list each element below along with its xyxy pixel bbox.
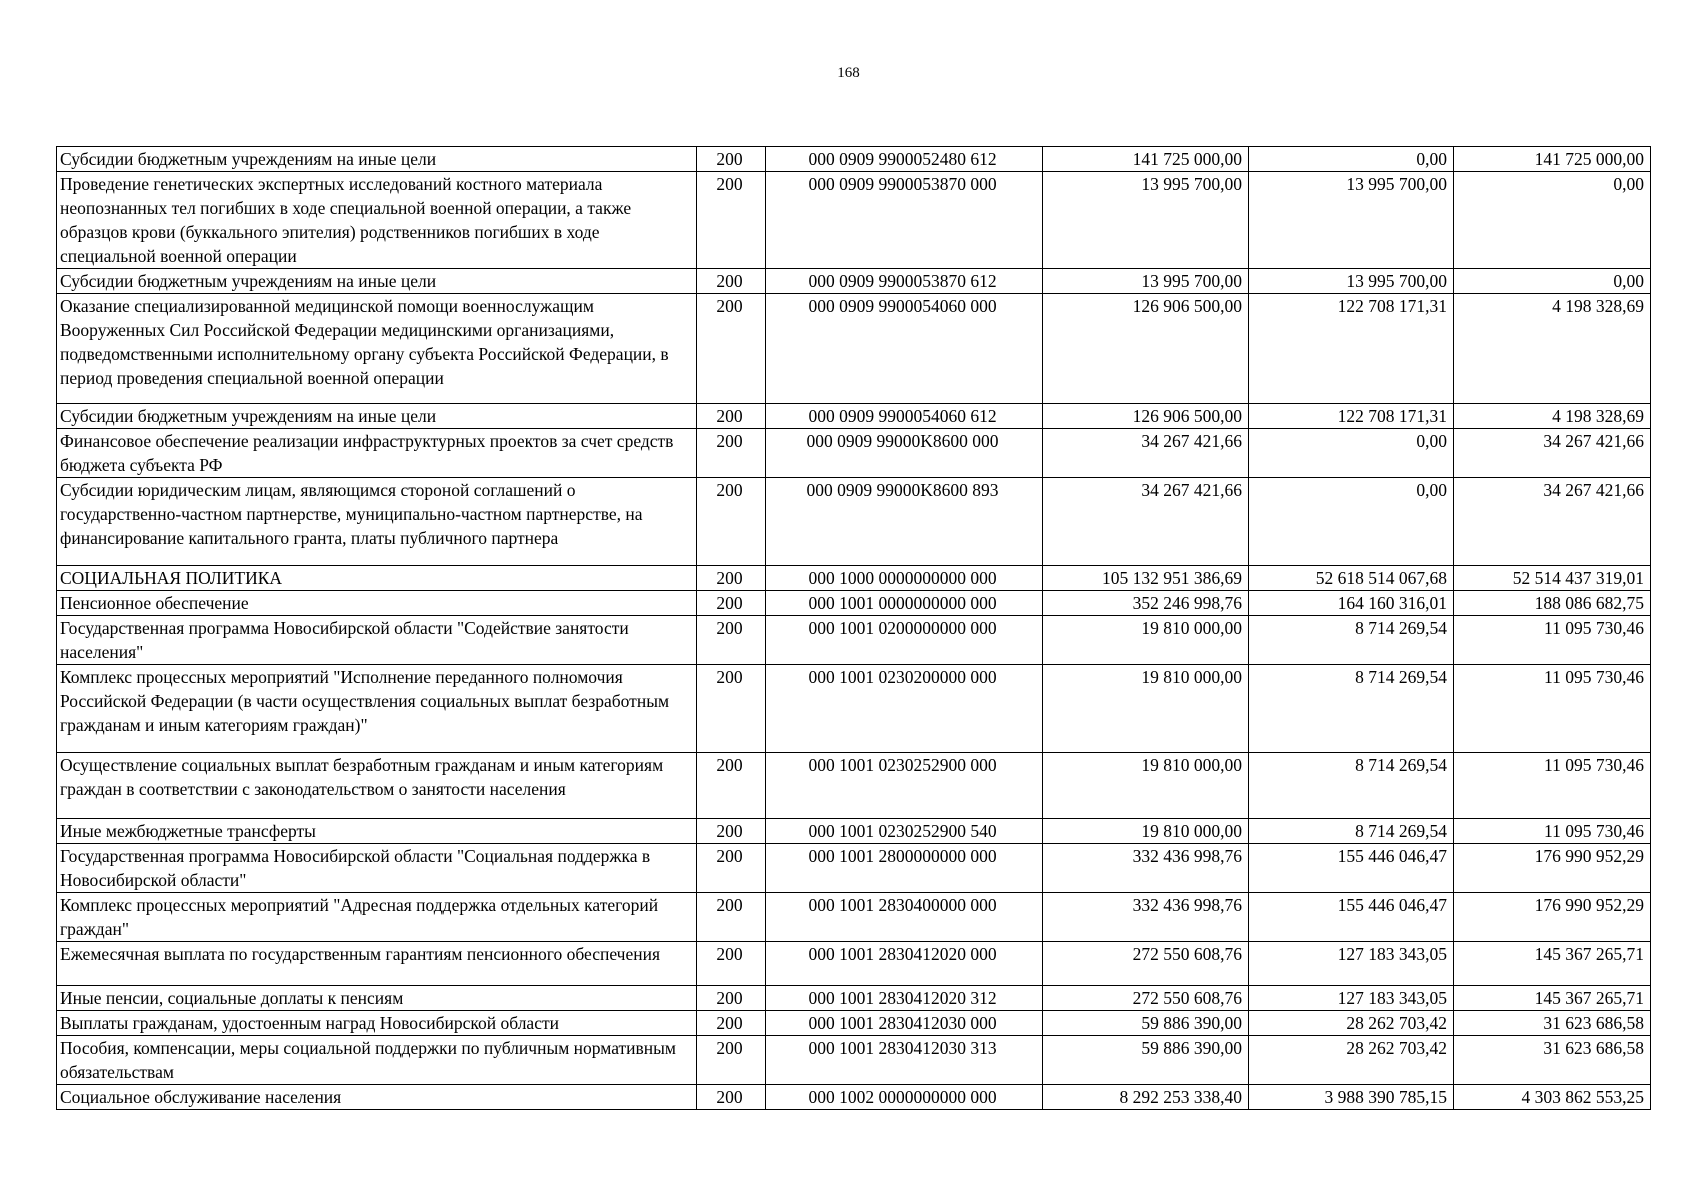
row-admin-code-cell: 200 (697, 1036, 766, 1085)
row-name-cell: Иные пенсии, социальные доплаты к пенсиям (57, 986, 697, 1011)
row-admin-code-cell: 200 (697, 172, 766, 269)
row-executed-amount-cell: 122 708 171,31 (1249, 404, 1454, 429)
row-unexecuted-amount-cell: 141 725 000,00 (1454, 147, 1651, 172)
table-row (57, 942, 1651, 986)
table-row (57, 294, 1651, 404)
row-admin-code-cell: 200 (697, 819, 766, 844)
table-row (57, 665, 1651, 753)
row-name-cell: Государственная программа Новосибирской области "Социальная поддержка в Новосибирской области" (57, 844, 697, 893)
row-admin-code-cell: 200 (697, 1085, 766, 1110)
table-body (57, 147, 1651, 1110)
row-name-cell: Государственная программа Новосибирской области "Содействие занятости населения" (57, 616, 697, 665)
row-executed-amount-cell: 28 262 703,42 (1249, 1011, 1454, 1036)
row-executed-amount-cell: 8 714 269,54 (1249, 753, 1454, 819)
row-approved-amount-cell: 34 267 421,66 (1043, 478, 1249, 566)
row-executed-amount-cell: 0,00 (1249, 429, 1454, 478)
row-name-cell: Субсидии бюджетным учреждениям на иные цели (57, 269, 697, 294)
row-budget-classification-cell: 000 1001 2830412030 000 (766, 1011, 1043, 1036)
row-unexecuted-amount-cell: 188 086 682,75 (1454, 591, 1651, 616)
row-unexecuted-amount-cell: 11 095 730,46 (1454, 753, 1651, 819)
table-row (57, 844, 1651, 893)
row-name-cell: Социальное обслуживание населения (57, 1085, 697, 1110)
row-unexecuted-amount-cell: 31 623 686,58 (1454, 1011, 1651, 1036)
row-budget-classification-cell: 000 1001 0230200000 000 (766, 665, 1043, 753)
row-budget-classification-cell: 000 0909 9900054060 612 (766, 404, 1043, 429)
row-name-cell: Финансовое обеспечение реализации инфраструктурных проектов за счет средств бюджета субъекта РФ (57, 429, 697, 478)
row-approved-amount-cell: 19 810 000,00 (1043, 819, 1249, 844)
row-admin-code-cell: 200 (697, 942, 766, 986)
table-row (57, 566, 1651, 591)
row-admin-code-cell: 200 (697, 147, 766, 172)
row-unexecuted-amount-cell: 11 095 730,46 (1454, 819, 1651, 844)
table-row (57, 1011, 1651, 1036)
row-executed-amount-cell: 13 995 700,00 (1249, 269, 1454, 294)
row-unexecuted-amount-cell: 11 095 730,46 (1454, 665, 1651, 753)
table-row (57, 478, 1651, 566)
row-approved-amount-cell: 19 810 000,00 (1043, 753, 1249, 819)
row-approved-amount-cell: 59 886 390,00 (1043, 1011, 1249, 1036)
row-executed-amount-cell: 155 446 046,47 (1249, 844, 1454, 893)
row-executed-amount-cell: 52 618 514 067,68 (1249, 566, 1454, 591)
row-admin-code-cell: 200 (697, 753, 766, 819)
table-row (57, 986, 1651, 1011)
row-name-cell: Осуществление социальных выплат безработным гражданам и иным категориям граждан в соответствии с законодательством о занятости населения (57, 753, 697, 819)
row-name-cell: СОЦИАЛЬНАЯ ПОЛИТИКА (57, 566, 697, 591)
row-executed-amount-cell: 8 714 269,54 (1249, 616, 1454, 665)
row-executed-amount-cell: 0,00 (1249, 478, 1454, 566)
row-admin-code-cell: 200 (697, 429, 766, 478)
row-admin-code-cell: 200 (697, 404, 766, 429)
table-row (57, 819, 1651, 844)
row-budget-classification-cell: 000 1001 0230252900 540 (766, 819, 1043, 844)
row-name-cell: Пенсионное обеспечение (57, 591, 697, 616)
row-admin-code-cell: 200 (697, 269, 766, 294)
row-name-cell: Выплаты гражданам, удостоенным наград Новосибирской области (57, 1011, 697, 1036)
row-budget-classification-cell: 000 1001 2800000000 000 (766, 844, 1043, 893)
row-approved-amount-cell: 13 995 700,00 (1043, 172, 1249, 269)
row-approved-amount-cell: 141 725 000,00 (1043, 147, 1249, 172)
row-unexecuted-amount-cell: 176 990 952,29 (1454, 844, 1651, 893)
table-row (57, 591, 1651, 616)
row-executed-amount-cell: 8 714 269,54 (1249, 819, 1454, 844)
row-budget-classification-cell: 000 1001 2830412020 000 (766, 942, 1043, 986)
row-approved-amount-cell: 59 886 390,00 (1043, 1036, 1249, 1085)
table-row (57, 1085, 1651, 1110)
row-unexecuted-amount-cell: 145 367 265,71 (1454, 942, 1651, 986)
row-approved-amount-cell: 272 550 608,76 (1043, 942, 1249, 986)
row-admin-code-cell: 200 (697, 566, 766, 591)
table-row (57, 893, 1651, 942)
row-approved-amount-cell: 126 906 500,00 (1043, 404, 1249, 429)
row-admin-code-cell: 200 (697, 665, 766, 753)
row-admin-code-cell: 200 (697, 844, 766, 893)
row-executed-amount-cell: 127 183 343,05 (1249, 986, 1454, 1011)
row-admin-code-cell: 200 (697, 1011, 766, 1036)
row-approved-amount-cell: 8 292 253 338,40 (1043, 1085, 1249, 1110)
row-approved-amount-cell: 332 436 998,76 (1043, 844, 1249, 893)
row-executed-amount-cell: 3 988 390 785,15 (1249, 1085, 1454, 1110)
row-budget-classification-cell: 000 0909 9900052480 612 (766, 147, 1043, 172)
row-name-cell: Оказание специализированной медицинской помощи военнослужащим Вооруженных Сил Российской Федерации медицинскими организациями, подведомственными исполнительному органу субъекта Российской Федерации, в период проведения специальной военной операции (57, 294, 697, 404)
row-admin-code-cell: 200 (697, 986, 766, 1011)
row-unexecuted-amount-cell: 0,00 (1454, 172, 1651, 269)
table-row (57, 753, 1651, 819)
row-unexecuted-amount-cell: 52 514 437 319,01 (1454, 566, 1651, 591)
row-unexecuted-amount-cell: 11 095 730,46 (1454, 616, 1651, 665)
row-budget-classification-cell: 000 1001 2830412030 313 (766, 1036, 1043, 1085)
table-row (57, 404, 1651, 429)
row-unexecuted-amount-cell: 4 303 862 553,25 (1454, 1085, 1651, 1110)
row-approved-amount-cell: 19 810 000,00 (1043, 616, 1249, 665)
row-executed-amount-cell: 0,00 (1249, 147, 1454, 172)
page-number: 168 (837, 65, 860, 81)
row-name-cell: Проведение генетических экспертных исследований костного материала неопознанных тел погибших в ходе специальной военной операции, а также образцов крови (буккального эпителия) родственников погибших в ходе специальной военной операции (57, 172, 697, 269)
row-budget-classification-cell: 000 1002 0000000000 000 (766, 1085, 1043, 1110)
row-executed-amount-cell: 13 995 700,00 (1249, 172, 1454, 269)
row-approved-amount-cell: 352 246 998,76 (1043, 591, 1249, 616)
row-unexecuted-amount-cell: 4 198 328,69 (1454, 294, 1651, 404)
row-budget-classification-cell: 000 0909 9900054060 000 (766, 294, 1043, 404)
row-name-cell: Комплекс процессных мероприятий "Адресная поддержка отдельных категорий граждан" (57, 893, 697, 942)
row-unexecuted-amount-cell: 145 367 265,71 (1454, 986, 1651, 1011)
row-unexecuted-amount-cell: 4 198 328,69 (1454, 404, 1651, 429)
row-name-cell: Иные межбюджетные трансферты (57, 819, 697, 844)
table-row (57, 616, 1651, 665)
row-budget-classification-cell: 000 1001 0200000000 000 (766, 616, 1043, 665)
row-name-cell: Комплекс процессных мероприятий "Исполнение переданного полномочия Российской Федерации (в части осуществления социальных выплат безработным гражданам и иным категориям граждан)" (57, 665, 697, 753)
row-budget-classification-cell: 000 0909 9900053870 000 (766, 172, 1043, 269)
row-name-cell: Субсидии юридическим лицам, являющимся стороной соглашений о государственно-частном партнерстве, муниципально-частном партнерстве, на финансирование капитального гранта, платы публичного партнера (57, 478, 697, 566)
table-row (57, 1036, 1651, 1085)
row-unexecuted-amount-cell: 34 267 421,66 (1454, 478, 1651, 566)
row-budget-classification-cell: 000 1001 2830400000 000 (766, 893, 1043, 942)
row-name-cell: Ежемесячная выплата по государственным гарантиям пенсионного обеспечения (57, 942, 697, 986)
row-budget-classification-cell: 000 1000 0000000000 000 (766, 566, 1043, 591)
row-admin-code-cell: 200 (697, 893, 766, 942)
table-row (57, 429, 1651, 478)
row-executed-amount-cell: 8 714 269,54 (1249, 665, 1454, 753)
row-approved-amount-cell: 19 810 000,00 (1043, 665, 1249, 753)
row-budget-classification-cell: 000 1001 2830412020 312 (766, 986, 1043, 1011)
row-executed-amount-cell: 122 708 171,31 (1249, 294, 1454, 404)
row-approved-amount-cell: 272 550 608,76 (1043, 986, 1249, 1011)
row-approved-amount-cell: 332 436 998,76 (1043, 893, 1249, 942)
row-approved-amount-cell: 105 132 951 386,69 (1043, 566, 1249, 591)
row-budget-classification-cell: 000 0909 99000K8600 000 (766, 429, 1043, 478)
row-unexecuted-amount-cell: 34 267 421,66 (1454, 429, 1651, 478)
row-admin-code-cell: 200 (697, 294, 766, 404)
table-row (57, 172, 1651, 269)
row-name-cell: Пособия, компенсации, меры социальной поддержки по публичным нормативным обязательствам (57, 1036, 697, 1085)
row-approved-amount-cell: 13 995 700,00 (1043, 269, 1249, 294)
row-admin-code-cell: 200 (697, 591, 766, 616)
row-approved-amount-cell: 34 267 421,66 (1043, 429, 1249, 478)
table-row (57, 269, 1651, 294)
row-name-cell: Субсидии бюджетным учреждениям на иные цели (57, 147, 697, 172)
row-name-cell: Субсидии бюджетным учреждениям на иные цели (57, 404, 697, 429)
row-budget-classification-cell: 000 0909 9900053870 612 (766, 269, 1043, 294)
row-budget-classification-cell: 000 0909 99000K8600 893 (766, 478, 1043, 566)
row-unexecuted-amount-cell: 31 623 686,58 (1454, 1036, 1651, 1085)
row-executed-amount-cell: 164 160 316,01 (1249, 591, 1454, 616)
row-budget-classification-cell: 000 1001 0000000000 000 (766, 591, 1043, 616)
budget-execution-table (56, 146, 1651, 1110)
row-approved-amount-cell: 126 906 500,00 (1043, 294, 1249, 404)
row-admin-code-cell: 200 (697, 616, 766, 665)
row-unexecuted-amount-cell: 176 990 952,29 (1454, 893, 1651, 942)
table-row (57, 147, 1651, 172)
row-admin-code-cell: 200 (697, 478, 766, 566)
row-executed-amount-cell: 28 262 703,42 (1249, 1036, 1454, 1085)
row-unexecuted-amount-cell: 0,00 (1454, 269, 1651, 294)
row-executed-amount-cell: 155 446 046,47 (1249, 893, 1454, 942)
row-budget-classification-cell: 000 1001 0230252900 000 (766, 753, 1043, 819)
row-executed-amount-cell: 127 183 343,05 (1249, 942, 1454, 986)
